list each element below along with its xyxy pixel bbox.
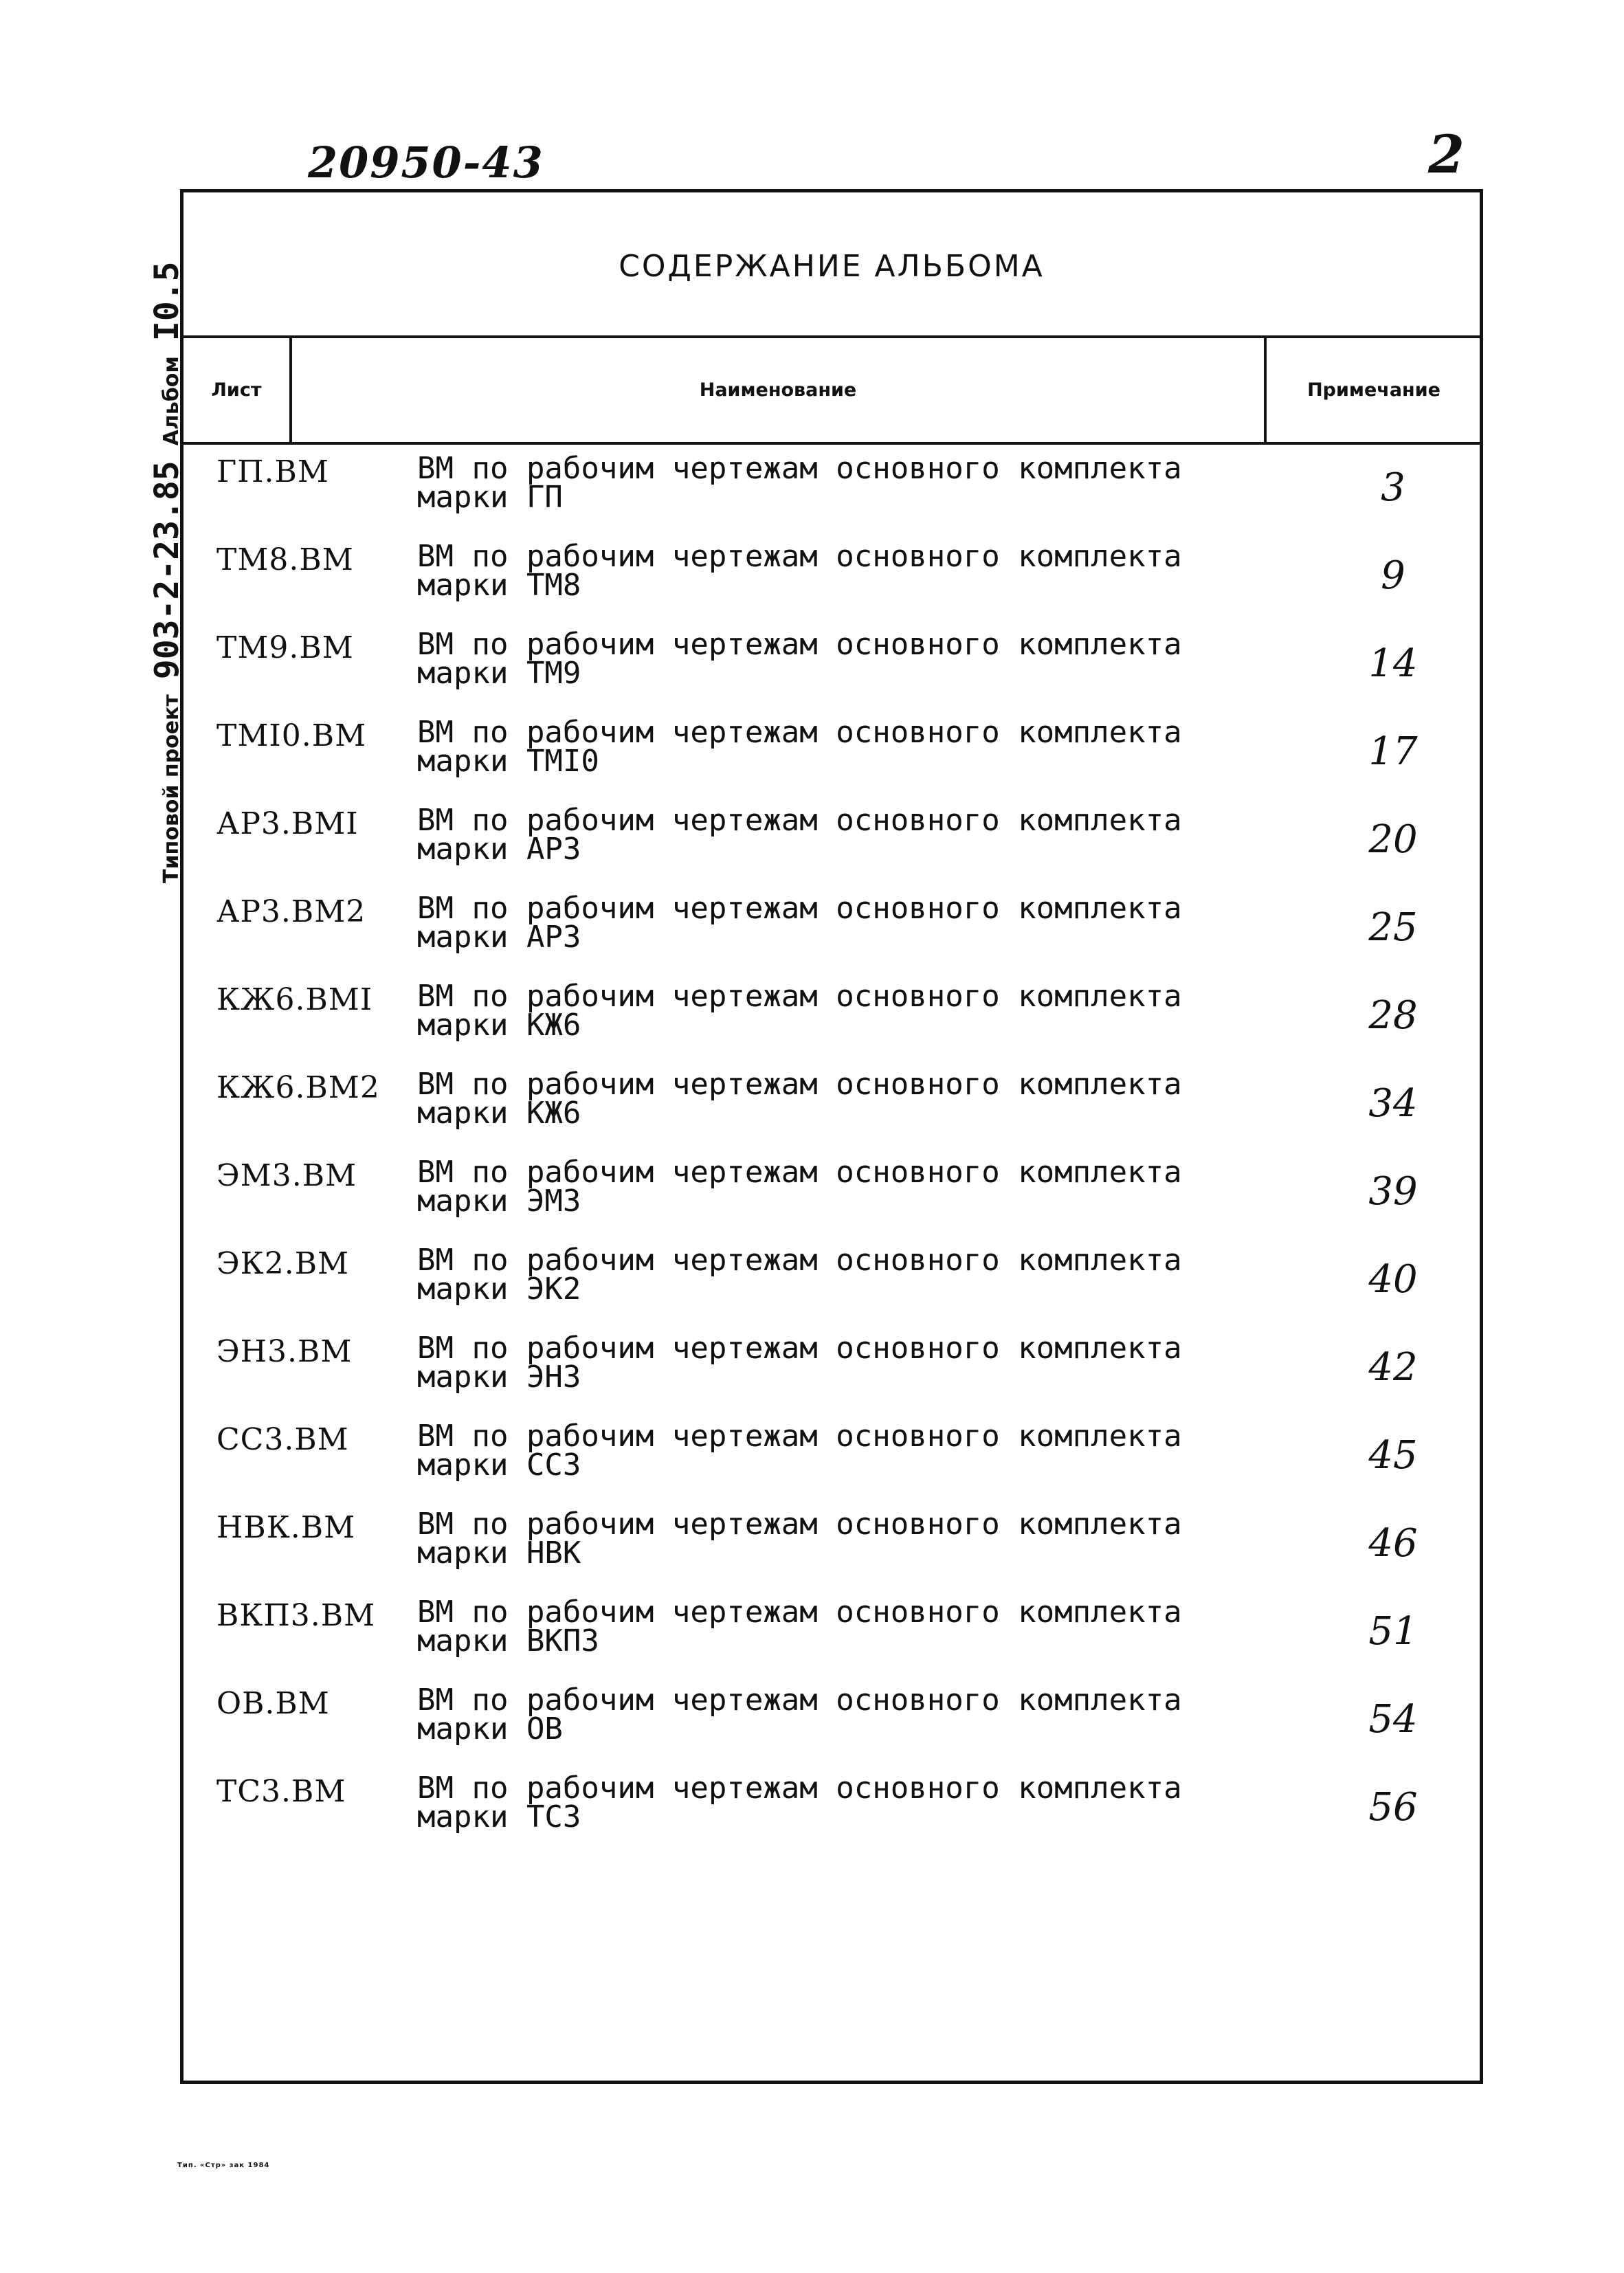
row-name-line2: марки ОВ: [417, 1711, 563, 1747]
row-sheet-code: ТМ9.ВМ: [216, 630, 354, 665]
row-name: [417, 1771, 1182, 1834]
row-name-line1: ВМ по рабочим чертежам основного комплекта: [417, 1419, 1182, 1454]
row-sheet-code: ЭК2.ВМ: [216, 1246, 350, 1281]
table-row: [183, 1588, 1480, 1676]
row-name-line1: ВМ по рабочим чертежам основного комплекта: [417, 1595, 1182, 1630]
row-sheet-code: ВКП3.ВМ: [216, 1598, 376, 1633]
row-name-line1: ВМ по рабочим чертежам основного комплекта: [417, 451, 1182, 486]
table-row: [183, 621, 1480, 709]
row-name-line2: марки КЖ6: [417, 1096, 581, 1131]
row-page-number: 14: [1368, 641, 1418, 686]
row-sheet-code: КЖ6.ВМI: [216, 982, 373, 1017]
row-name-line1: ВМ по рабочим чертежам основного комплекта: [417, 1331, 1182, 1366]
table-row: [183, 1324, 1480, 1412]
table-row: [183, 533, 1480, 621]
row-name-line1: ВМ по рабочим чертежам основного комплекта: [417, 539, 1182, 574]
row-page-number: 45: [1368, 1433, 1418, 1478]
row-name-line1: ВМ по рабочим чертежам основного комплекта: [417, 627, 1182, 662]
row-sheet-code: ЭН3.ВМ: [216, 1334, 353, 1369]
row-name: [417, 1419, 1182, 1483]
row-name-line2: марки ЭН3: [417, 1360, 581, 1395]
row-name: [417, 539, 1182, 603]
row-page-number: 34: [1368, 1081, 1418, 1126]
row-page-number: 9: [1381, 553, 1405, 598]
row-page-number: 39: [1368, 1169, 1418, 1214]
row-name-line2: марки ТМ8: [417, 568, 581, 603]
row-name: [417, 1155, 1182, 1219]
table-row: [183, 1412, 1480, 1500]
row-page-number: 42: [1368, 1345, 1418, 1390]
row-name-line1: ВМ по рабочим чертежам основного комплекта: [417, 1155, 1182, 1190]
row-page-number: 56: [1368, 1785, 1418, 1830]
row-name-line2: марки АР3: [417, 832, 581, 867]
table-header: [183, 338, 1480, 445]
row-name-line1: ВМ по рабочим чертежам основного комплекта: [417, 803, 1182, 838]
side-album-number: I0.5: [148, 261, 186, 342]
row-name: [417, 891, 1182, 955]
row-name-line2: марки ГП: [417, 480, 563, 515]
row-sheet-code: ТС3.ВМ: [216, 1774, 346, 1809]
table-row: [183, 1061, 1480, 1149]
row-sheet-code: ОВ.ВМ: [216, 1686, 330, 1721]
row-sheet-code: ТМI0.ВМ: [216, 718, 367, 753]
row-name: [417, 715, 1182, 779]
row-page-number: 46: [1368, 1521, 1418, 1566]
row-name: [417, 1243, 1182, 1307]
row-name-line1: ВМ по рабочим чертежам основного комплекта: [417, 1507, 1182, 1542]
row-sheet-code: КЖ6.ВМ2: [216, 1070, 380, 1105]
row-sheet-code: ТМ8.ВМ: [216, 542, 354, 577]
table-row: [183, 445, 1480, 533]
row-name: [417, 1331, 1182, 1395]
row-page-number: 20: [1368, 817, 1418, 862]
row-sheet-code: СС3.ВМ: [216, 1422, 349, 1457]
row-name-line2: марки ЭМ3: [417, 1184, 581, 1219]
row-name-line2: марки НВК: [417, 1535, 581, 1571]
row-name: [417, 1507, 1182, 1571]
row-page-number: 40: [1368, 1257, 1418, 1302]
row-page-number: 3: [1381, 465, 1405, 510]
column-header-name: Наименование: [292, 338, 1267, 442]
row-sheet-code: НВК.ВМ: [216, 1510, 356, 1545]
page-number: 2: [1428, 124, 1465, 185]
document-number: 20950-43: [308, 137, 544, 188]
row-page-number: 28: [1368, 993, 1418, 1038]
table-row: [183, 1149, 1480, 1237]
row-sheet-code: АР3.ВМI: [216, 806, 359, 841]
column-header-note: Примечание: [1307, 379, 1441, 401]
side-project-code: 903-2-23.85: [148, 461, 186, 680]
row-name: [417, 1067, 1182, 1131]
row-page-number: 54: [1368, 1697, 1418, 1742]
row-name-line2: марки АР3: [417, 920, 581, 955]
row-sheet-code: ГП.ВМ: [216, 454, 329, 489]
table-title: СОДЕРЖАНИЕ АЛЬБОМА: [619, 248, 1045, 284]
row-sheet-code: АР3.ВМ2: [216, 894, 366, 929]
row-name: [417, 627, 1182, 691]
row-name: [417, 803, 1182, 867]
row-name-line1: ВМ по рабочим чертежам основного комплекта: [417, 891, 1182, 926]
table-title-box: [183, 192, 1480, 338]
row-sheet-code: ЭМ3.ВМ: [216, 1158, 357, 1193]
row-name-line1: ВМ по рабочим чертежам основного комплекта: [417, 1243, 1182, 1278]
row-name-line2: марки ЭК2: [417, 1272, 581, 1307]
row-name-line1: ВМ по рабочим чертежам основного комплекта: [417, 1683, 1182, 1718]
table-row: [183, 973, 1480, 1061]
contents-table: [180, 189, 1483, 2084]
column-header-sheet: Лист: [183, 338, 292, 442]
table-row: [183, 1237, 1480, 1324]
row-name-line1: ВМ по рабочим чертежам основного комплекта: [417, 715, 1182, 750]
row-name-line1: ВМ по рабочим чертежам основного комплекта: [417, 1771, 1182, 1806]
row-name-line1: ВМ по рабочим чертежам основного комплекта: [417, 1067, 1182, 1102]
table-body: [183, 445, 1480, 1852]
row-page-number: 25: [1368, 905, 1418, 950]
table-row: [183, 1764, 1480, 1852]
table-row: [183, 797, 1480, 885]
row-name-line1: ВМ по рабочим чертежам основного комплекта: [417, 979, 1182, 1014]
row-name-line2: марки ВКП3: [417, 1623, 599, 1659]
row-name-line2: марки ТС3: [417, 1799, 581, 1834]
row-name-line2: марки СС3: [417, 1448, 581, 1483]
row-page-number: 17: [1368, 729, 1418, 774]
side-label-project: Типовой проект: [159, 694, 183, 883]
side-label-album: Альбом: [159, 356, 183, 446]
table-row: [183, 885, 1480, 973]
row-name: [417, 451, 1182, 515]
row-name: [417, 979, 1182, 1043]
table-row: [183, 1500, 1480, 1588]
row-name: [417, 1595, 1182, 1659]
row-name-line2: марки КЖ6: [417, 1008, 581, 1043]
table-row: [183, 709, 1480, 797]
row-name: [417, 1683, 1182, 1747]
row-name-line2: марки ТМI0: [417, 744, 599, 779]
table-row: [183, 1676, 1480, 1764]
row-name-line2: марки ТМ9: [417, 656, 581, 691]
row-page-number: 51: [1368, 1609, 1418, 1654]
printer-note: Тип. «Стр» зак 1984: [177, 2162, 270, 2169]
